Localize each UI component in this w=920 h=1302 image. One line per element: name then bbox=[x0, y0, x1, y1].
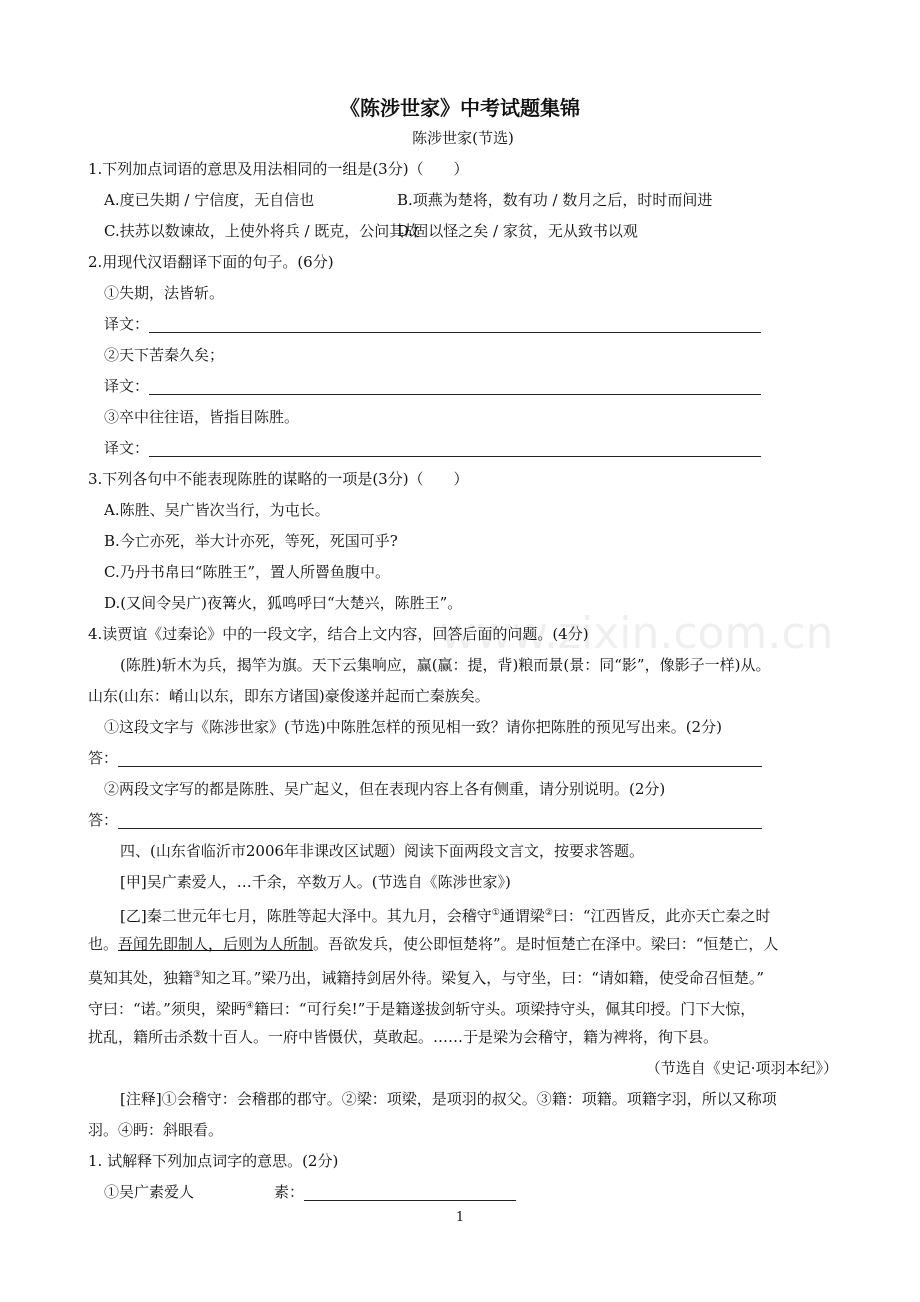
q2-answer-1 bbox=[88, 309, 838, 340]
subtitle: 陈涉世家(节选) bbox=[412, 129, 514, 147]
q2-stem: 2.用现代汉语翻译下面的句子。(6分) bbox=[88, 253, 334, 271]
q1-option-b: B.项燕为楚将，数有功 / 数月之后，时时而间进 bbox=[397, 191, 713, 209]
answer-label: 译文： bbox=[104, 315, 150, 333]
notes-line-2: 羽。④眄：斜眼看。 bbox=[88, 1121, 224, 1139]
q4-passage-1: (陈胜)斩木为兵，揭竿为旗。天下云集响应，赢(赢：提，背)粮而景(景：同“影”，像影子一样)从。 bbox=[120, 656, 771, 674]
page-number: 1 bbox=[455, 1210, 465, 1225]
answer-line[interactable] bbox=[149, 314, 761, 333]
passage-yi-line-5: 扰乱，籍所击杀数十百人。一府中皆慑伏，莫敢起。……于是梁为会稽守，籍为裨将，徇下县。 bbox=[88, 1028, 719, 1046]
answer-line[interactable] bbox=[118, 810, 762, 829]
q2-answer-2 bbox=[88, 371, 838, 402]
q5-item-1: ①吴广素爱人 素： bbox=[88, 1177, 838, 1208]
q1-options-ab bbox=[88, 185, 838, 216]
q3-stem: 3.下列各句中不能表现陈胜的谋略的一项是(3分)（ ） bbox=[88, 470, 469, 488]
q1-option-a: A.度已失期 / 宁信度，无自信也 bbox=[104, 191, 315, 209]
q4-sub-1: ①这段文字与《陈涉世家》(节选)中陈胜怎样的预见相一致？请你把陈胜的预见写出来。(2分) bbox=[104, 718, 722, 736]
passage-yi-line-3: 莫知其处，独籍③知之耳。”梁乃出，诫籍持剑居外待。梁复入，与守坐，曰：“请如籍，使受命召恒楚。” bbox=[88, 969, 765, 987]
q4-answer-1 bbox=[88, 743, 838, 774]
passage-source: （节选自《史记·项羽本纪》） bbox=[645, 1059, 838, 1077]
q2-sentence-3: ③卒中往往语，皆指目陈胜。 bbox=[104, 408, 300, 426]
underlined-sentence: 吾闻先即制人，后则为人所制 bbox=[118, 935, 314, 953]
answer-label: 答： bbox=[88, 749, 119, 767]
q4-stem: 4.读贾谊《过秦论》中的一段文字，结合上文内容，回答后面的问题。(4分) bbox=[88, 625, 589, 643]
passage-yi-line-1: [乙]秦二世元年七月，陈胜等起大泽中。其九月，会稽守①通谓梁②曰：“江西皆反，此亦天亡秦之时 bbox=[120, 907, 771, 925]
section-4-heading: 四、(山东省临沂市2006年非课改区试题）阅读下面两段文言文，按要求答题。 bbox=[120, 842, 645, 860]
answer-line[interactable] bbox=[149, 438, 761, 457]
q4-answer-2 bbox=[88, 805, 838, 836]
answer-label: 译文： bbox=[104, 377, 150, 395]
q1-stem: 1.下列加点词语的意思及用法相同的一组是(3分)（ ） bbox=[88, 160, 469, 178]
answer-label: 答： bbox=[88, 811, 119, 829]
page-title: 《陈涉世家》中考试题集锦 bbox=[340, 96, 580, 120]
q3-option-c: C.乃丹书帛曰“陈胜王”，置人所罾鱼腹中。 bbox=[104, 563, 391, 581]
q1-options-cd bbox=[88, 216, 838, 247]
q1-option-c: C.扶苏以数谏故，上使外将兵 / 既克，公问其故 bbox=[104, 222, 420, 240]
passage-yi-line-4: 守曰：“诺。”须臾，梁眄④籍曰：“可行矣!”于是籍遂拔剑斩守头。项梁持守头，佩其印授。门下大惊， bbox=[88, 1000, 756, 1018]
answer-line[interactable] bbox=[304, 1182, 516, 1201]
q2-answer-3 bbox=[88, 433, 838, 464]
q4-passage-2: 山东(山东：崤山以东，即东方诸国)豪俊遂并起而亡秦族矣。 bbox=[88, 687, 490, 705]
q3-option-a: A.陈胜、吴广皆次当行，为屯长。 bbox=[104, 501, 330, 519]
passage-jia: [甲]吴广素爱人，…千余，卒数万人。(节选自《陈涉世家》) bbox=[120, 873, 511, 891]
q5-stem: 1. 试解释下列加点词字的意思。(2分) bbox=[88, 1152, 339, 1170]
q1-option-d: D.固以怪之矣 / 家贫，无从致书以观 bbox=[397, 222, 638, 240]
document-body bbox=[88, 123, 838, 1208]
q4-sub-2: ②两段文字写的都是陈胜、吴广起义，但在表现内容上各有侧重，请分别说明。(2分) bbox=[104, 780, 666, 798]
notes-line-1: [注释]①会稽守：会稽郡的郡守。②梁：项梁，是项羽的叔父。③籍：项籍。项籍字羽，所以又称项 bbox=[120, 1090, 777, 1108]
answer-label: 译文： bbox=[104, 439, 150, 457]
watermark: www.zixin.com.cn bbox=[440, 608, 834, 659]
q2-sentence-1: ①失期，法皆斩。 bbox=[104, 284, 225, 302]
q2-sentence-2: ②天下苦秦久矣； bbox=[104, 346, 225, 364]
answer-line[interactable] bbox=[149, 376, 761, 395]
answer-line[interactable] bbox=[118, 748, 762, 767]
q3-option-b: B.今亡亦死，举大计亦死，等死，死国可乎? bbox=[104, 532, 398, 550]
q3-option-d: D.(又间令吴广)夜篝火，狐鸣呼曰“大楚兴，陈胜王”。 bbox=[104, 594, 463, 612]
passage-yi-line-2: 也。吾闻先即制人，后则为人所制。吾欲发兵，使公即恒楚将”。是时恒楚亡在泽中。梁曰：“恒楚亡，人 bbox=[88, 935, 779, 953]
